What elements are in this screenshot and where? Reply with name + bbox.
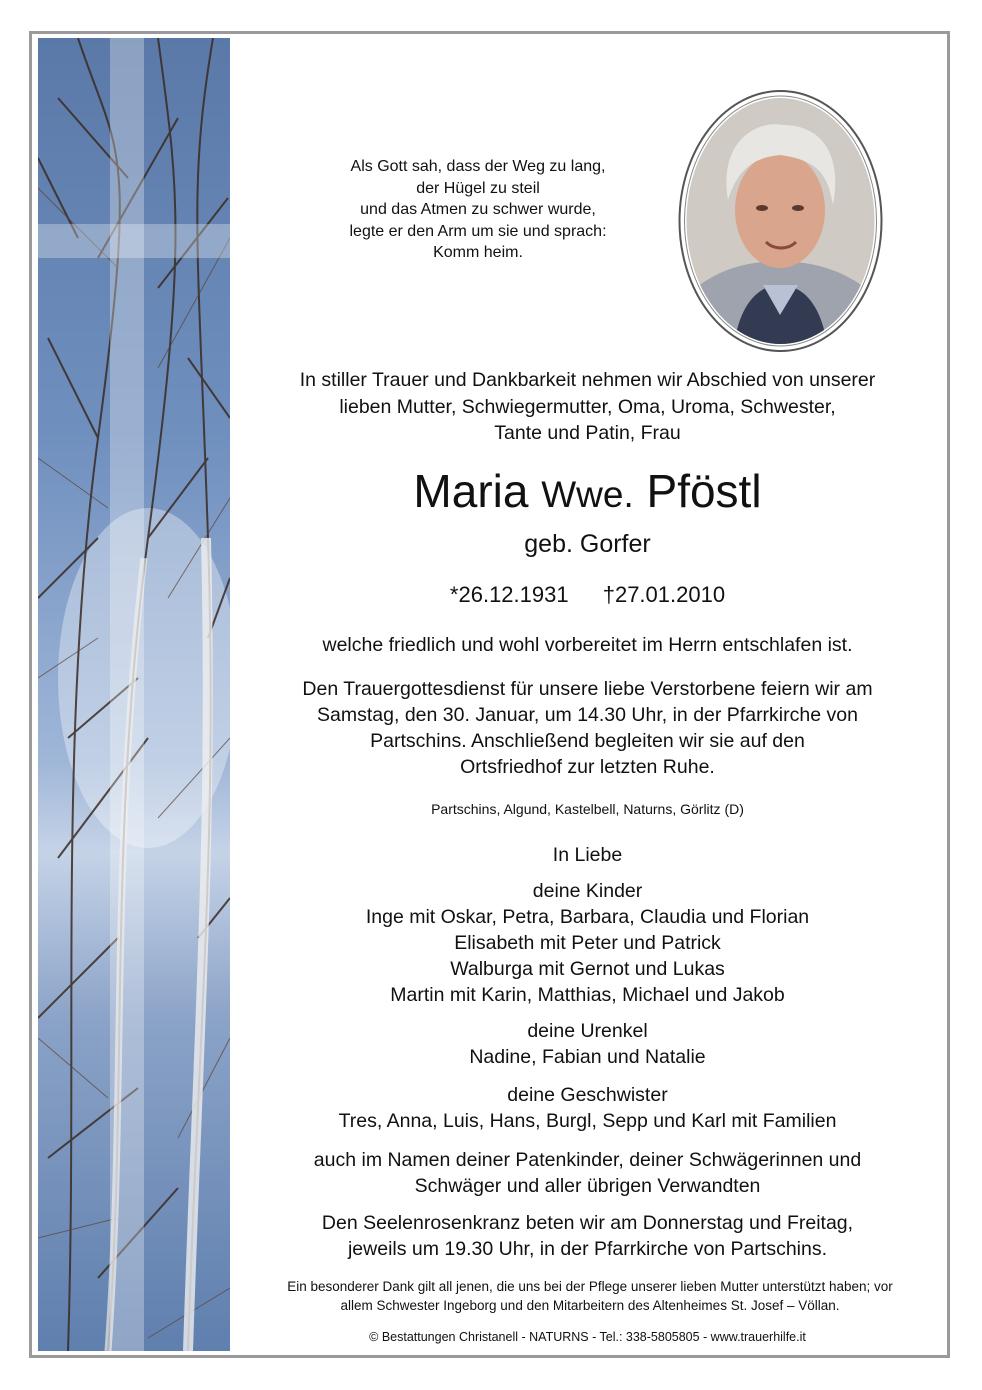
group-line: Martin mit Karin, Matthias, Michael und Jakob [390,984,785,1006]
poem-line: Als Gott sah, dass der Weg zu lang, [350,158,606,175]
birch-tree-cross-image [38,38,230,1351]
godchildren-line: Schwäger und aller übrigen Verwandten [414,1175,761,1197]
intro-line: lieben Mutter, Schwiegermutter, Oma, Uroma, Schwester, [339,395,836,418]
in-love-heading: In Liebe [552,844,623,866]
poem-line: legte er den Arm um sie und sprach: [349,222,607,240]
siblings-group [240,1082,935,1134]
widow-title: Wwe. [541,474,634,515]
life-dates [240,580,935,610]
last-name: Pföstl [646,465,762,517]
group-heading: deine Geschwister [507,1084,668,1106]
service-line: Partschins. Anschließend begleiten wir sie auf den [370,730,805,752]
service-line: Samstag, den 30. Januar, um 14.30 Uhr, in der Pfarrkirche von [317,704,858,726]
group-heading: deine Kinder [532,880,643,902]
portrait-photo [678,90,883,352]
children-group [240,878,935,1008]
group-heading: deine Urenkel [527,1020,648,1042]
funeral-service-text [240,676,935,780]
death-date: †27.01.2010 [602,582,726,607]
footer-credit: © Bestattungen Christanell - NATURNS - Tel.: 338-5805805 - www.trauerhilfe.it [369,1330,806,1344]
intro-line: In stiller Trauer und Dankbarkeit nehmen wir Abschied von unserer [299,369,876,391]
poem-line: Komm heim. [433,244,523,261]
group-line: Inge mit Oskar, Petra, Barbara, Claudia und Florian [365,906,810,928]
poem [268,156,688,264]
great-grandchildren-group [240,1018,935,1070]
maiden-name: geb. Gorfer [524,530,651,558]
places-list: Partschins, Algund, Kastelbell, Naturns, Görlitz (D) [431,801,744,817]
thanks-text [250,1277,930,1315]
birch-branches-graphic [38,38,230,1351]
deceased-name [240,461,935,525]
service-line: Den Trauergottesdienst für unsere liebe Verstorbene feiern wir am [302,678,873,700]
service-line: Ortsfriedhof zur letzten Ruhe. [460,756,715,778]
passing-text: welche friedlich und wohl vorbereitet im Herrn entschlafen ist. [322,634,853,656]
poem-line: und das Atmen zu schwer wurde, [360,201,596,218]
godchildren-text [240,1147,935,1199]
birth-date: *26.12.1931 [449,582,569,607]
group-line: Tres, Anna, Luis, Hans, Burgl, Sepp und Karl mit Familien [338,1110,837,1132]
rosary-line: jeweils um 19.30 Uhr, in der Pfarrkirche von Partschins. [347,1238,828,1260]
godchildren-line: auch im Namen deiner Patenkinder, deiner Schwägerinnen und [313,1149,862,1171]
first-name: Maria [413,465,529,517]
intro-line: Tante und Patin, Frau [494,422,681,444]
group-line: Walburga mit Gernot und Lukas [450,958,725,980]
group-line: Nadine, Fabian und Natalie [469,1046,706,1068]
group-line: Elisabeth mit Peter und Patrick [454,932,721,954]
rosary-text [240,1210,935,1262]
thanks-line: Ein besonderer Dank gilt all jenen, die uns bei der Pflege unserer lieben Mutter unterstützt haben; vor [287,1279,893,1294]
thanks-line: allem Schwester Ingeborg und den Mitarbeitern des Altenheimes St. Josef – Völlan. [340,1298,840,1313]
rosary-line: Den Seelenrosenkranz beten wir am Donnerstag und Freitag, [321,1212,854,1234]
intro-text [240,367,935,447]
poem-line: der Hügel zu steil [416,179,540,197]
